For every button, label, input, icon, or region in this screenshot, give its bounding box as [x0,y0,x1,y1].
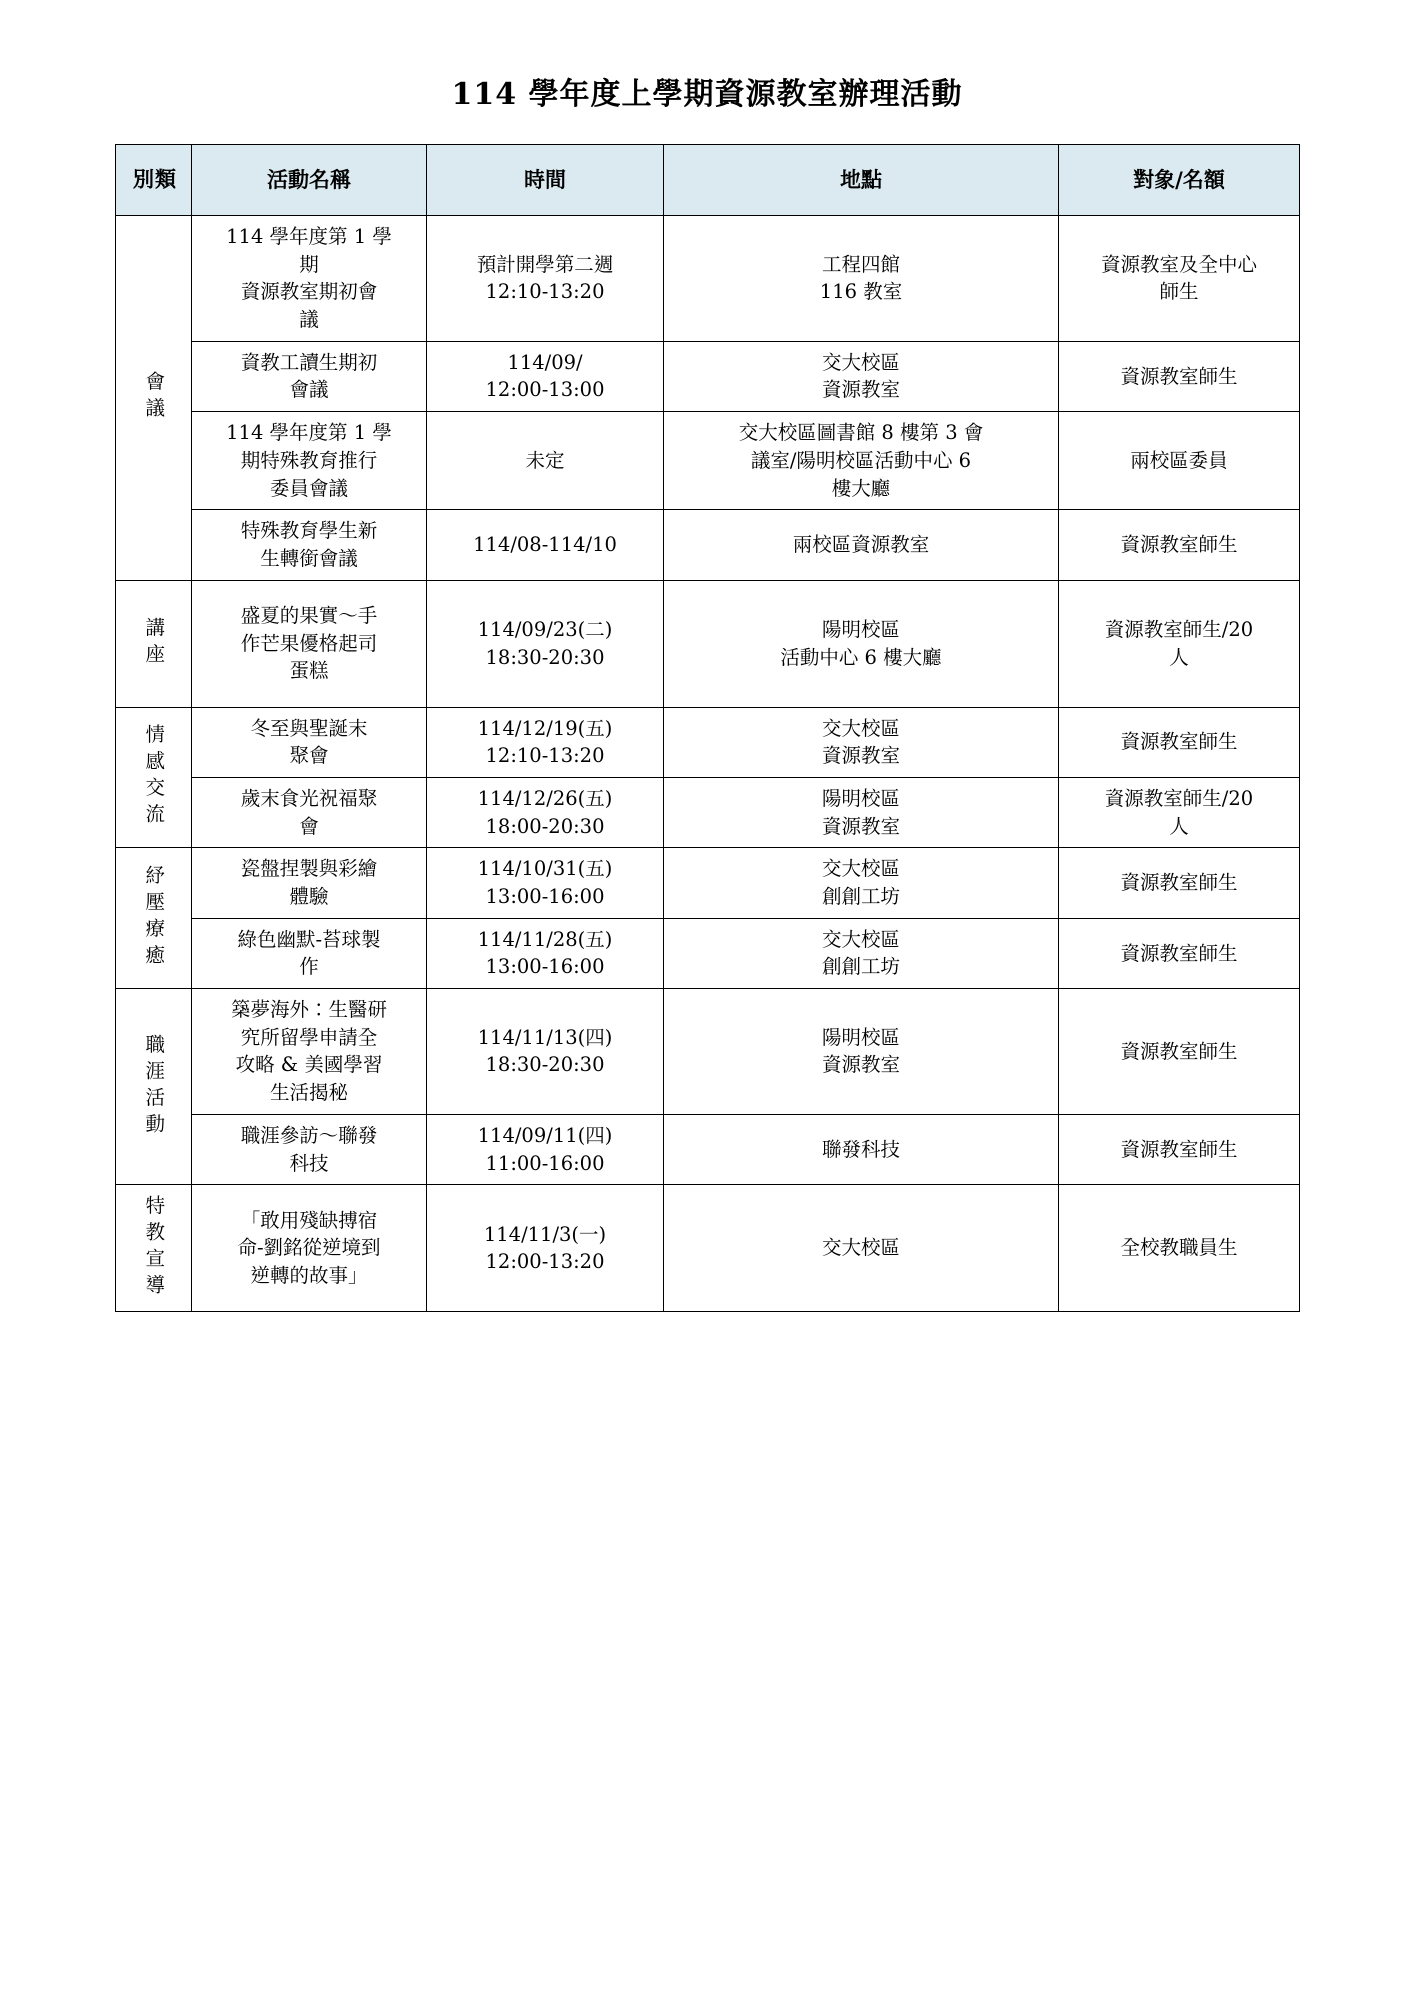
target-line: 全校教職員生 [1120,1236,1238,1260]
target [1064,1038,1294,1066]
place-cell [664,707,1059,777]
target-line: 人 [1169,645,1189,669]
activity-line: 資源教室期初會 [240,280,378,304]
activity-line: 歲末食光祝福聚 [240,786,378,810]
place [669,1024,1053,1079]
place [669,926,1053,981]
table-row [116,989,1300,1115]
column-header-target: 對象/名額 [1059,145,1300,216]
category-cell [116,989,192,1185]
target [1064,1136,1294,1164]
time-line: 預計開學第二週 [476,252,614,276]
target-line: 人 [1169,814,1189,838]
place-cell [664,1114,1059,1184]
category-label: 紓壓療癒 [142,865,166,972]
time-cell [427,1185,664,1312]
activity-cell [192,412,427,510]
place-cell [664,848,1059,918]
place [669,531,1053,559]
time-cell [427,510,664,580]
table-row [116,412,1300,510]
table-row [116,341,1300,411]
activity [197,419,421,502]
time [432,447,658,475]
place-line: 116 教室 [819,280,903,304]
place-line: 交大校區 [821,857,900,881]
activity [197,1122,421,1177]
activity-line: 會議 [289,378,329,402]
activity [197,785,421,840]
activity-line: 蛋糕 [289,659,329,683]
time [432,1024,658,1079]
time-line: 114/11/28(五) [477,927,613,951]
place-line: 交大校區圖書館 8 樓第 3 會 [738,421,984,445]
category-cell [116,1185,192,1312]
table-row [116,1114,1300,1184]
target-line: 資源教室師生/20 [1104,786,1254,810]
target-cell [1059,707,1300,777]
time-line: 114/11/13(四) [477,1025,613,1049]
target-line: 資源教室師生/20 [1104,617,1254,641]
time [432,616,658,671]
column-header-place: 地點 [664,145,1059,216]
time-line: 未定 [525,448,565,472]
place-line: 交大校區 [821,927,900,951]
place-line: 創創工坊 [821,955,900,979]
time-cell [427,777,664,847]
target-cell [1059,1114,1300,1184]
target-line: 師生 [1159,280,1199,304]
place-line: 交大校區 [821,716,900,740]
time-cell [427,216,664,342]
target [1064,251,1294,306]
time-cell [427,989,664,1115]
time-cell [427,707,664,777]
time-line: 114/09/23(二) [477,617,613,641]
activity [197,855,421,910]
time [432,1221,658,1276]
target-line: 資源教室師生 [1120,1137,1238,1161]
activity-line: 會 [299,814,319,838]
activity-cell [192,707,427,777]
table-row [116,580,1300,707]
time-line: 114/09/11(四) [477,1123,613,1147]
activity-line: 綠色幽默-苔球製 [237,927,381,951]
place-cell [664,1185,1059,1312]
target-cell [1059,580,1300,707]
target-cell [1059,918,1300,988]
place-cell [664,918,1059,988]
place [669,1234,1053,1262]
time-line: 114/09/ [507,350,583,374]
place-cell [664,989,1059,1115]
time-cell [427,848,664,918]
time-cell [427,1114,664,1184]
activity [197,223,421,334]
activity [197,602,421,685]
table-row [116,777,1300,847]
activity-cell [192,580,427,707]
time-line: 18:30-20:30 [485,1053,605,1077]
place-line: 聯發科技 [821,1137,900,1161]
activity-line: 生活揭秘 [269,1081,348,1105]
time-cell [427,580,664,707]
place [669,419,1053,502]
activity-schedule-table [115,144,1300,1312]
place-line: 資源教室 [821,744,900,768]
target-line: 資源教室師生 [1120,364,1238,388]
place-line: 陽明校區 [821,617,900,641]
place [669,251,1053,306]
target-cell [1059,1185,1300,1312]
activity-cell [192,777,427,847]
place [669,715,1053,770]
table-header [116,145,1300,216]
target-cell [1059,510,1300,580]
place-cell [664,412,1059,510]
activity-line: 攻略 & 美國學習 [235,1053,383,1077]
activity-line: 職涯參訪～聯發 [240,1123,378,1147]
table-body [116,216,1300,1312]
category-label: 職涯活動 [142,1033,166,1140]
activity [197,1207,421,1290]
place [669,1136,1053,1164]
target-line: 資源教室師生 [1120,941,1238,965]
activity-line: 科技 [289,1151,329,1175]
time-line: 12:10-13:20 [485,744,605,768]
time-line: 18:30-20:30 [485,645,605,669]
column-header-time: 時間 [427,145,664,216]
place-cell [664,341,1059,411]
activity-cell [192,1114,427,1184]
time [432,349,658,404]
place [669,855,1053,910]
time-line: 114/12/19(五) [477,716,613,740]
place-line: 交大校區 [821,1236,900,1260]
activity-cell [192,510,427,580]
target [1064,531,1294,559]
place-line: 資源教室 [821,378,900,402]
table-row [116,510,1300,580]
place [669,349,1053,404]
activity-line: 「敢用殘缺搏宿 [240,1208,378,1232]
place-cell [664,777,1059,847]
category-cell [116,848,192,989]
activity-line: 114 學年度第 1 學 [226,225,392,248]
target [1064,869,1294,897]
time-line: 114/08-114/10 [473,533,617,557]
time-cell [427,918,664,988]
place-line: 陽明校區 [821,786,900,810]
activity [197,349,421,404]
activity-cell [192,341,427,411]
activity-line: 聚會 [289,744,329,768]
activity-cell [192,918,427,988]
target-line: 資源教室師生 [1120,871,1238,895]
time-line: 12:00-13:00 [485,378,605,402]
target-cell [1059,777,1300,847]
activity-line: 生轉銜會議 [260,546,358,570]
activity-line: 特殊教育學生新 [240,519,378,543]
activity-line: 作芒果優格起司 [240,631,378,655]
activity-cell [192,848,427,918]
activity-line: 議 [299,308,319,332]
place-cell [664,216,1059,342]
category-label: 特教宣導 [142,1195,166,1302]
table-row [116,707,1300,777]
target-line: 資源教室師生 [1120,533,1238,557]
place-line: 議室/陽明校區活動中心 6 [750,448,972,472]
target-line: 資源教室師生 [1120,730,1238,754]
place-line: 工程四館 [821,252,900,276]
time [432,531,658,559]
place-line: 陽明校區 [821,1025,900,1049]
time-line: 114/11/3(一) [483,1222,607,1246]
activity-cell [192,989,427,1115]
target [1064,785,1294,840]
place-line: 資源教室 [821,1053,900,1077]
target [1064,363,1294,391]
category-cell [116,580,192,707]
time [432,926,658,981]
target [1064,616,1294,671]
target-cell [1059,412,1300,510]
target [1064,447,1294,475]
target-cell [1059,989,1300,1115]
place-line: 活動中心 6 樓大廳 [780,645,942,669]
activity [197,996,421,1107]
time-line: 13:00-16:00 [485,955,605,979]
category-cell [116,707,192,848]
page-title: 114 學年度上學期資源教室辦理活動 [451,77,963,112]
time-line: 114/12/26(五) [477,786,613,810]
schedule-table-container [115,144,1299,1312]
activity-line: 資教工讀生期初 [240,350,378,374]
time [432,1122,658,1177]
time [432,715,658,770]
place-line: 兩校區資源教室 [792,533,930,557]
time-line: 114/10/31(五) [477,857,613,881]
target [1064,940,1294,968]
table-row [116,918,1300,988]
activity [197,517,421,572]
time-line: 13:00-16:00 [485,885,605,908]
place-cell [664,580,1059,707]
table-row [116,216,1300,342]
time-line: 12:10-13:20 [485,280,605,304]
place-line: 交大校區 [821,350,900,374]
activity-line: 體驗 [289,885,329,908]
place-cell [664,510,1059,580]
activity [197,926,421,981]
time-line: 12:00-13:20 [485,1250,605,1274]
table-row [116,848,1300,918]
time-cell [427,341,664,411]
time-cell [427,412,664,510]
time-line: 11:00-16:00 [485,1151,605,1175]
column-header-activity: 活動名稱 [192,145,427,216]
activity-line: 期 [299,252,319,276]
activity-line: 作 [299,955,319,979]
category-label: 講座 [142,617,166,671]
column-header-category: 類別 [116,145,192,216]
activity-line: 築夢海外：生醫研 [230,998,387,1022]
time [432,855,658,910]
activity-line: 冬至與聖誕末 [250,716,368,740]
time [432,785,658,840]
activity-line: 委員會議 [269,476,348,500]
activity-line: 命-劉銘從逆境到 [237,1236,381,1260]
target-cell [1059,341,1300,411]
activity-line: 盛夏的果實～手 [240,604,378,628]
target-line: 兩校區委員 [1130,448,1228,472]
category-cell [116,216,192,581]
table-row [116,1185,1300,1312]
time-line: 18:00-20:30 [485,814,605,838]
place-line: 創創工坊 [821,885,900,908]
activity-line: 逆轉的故事」 [250,1264,368,1288]
target-cell [1059,216,1300,342]
target [1064,1234,1294,1262]
place-line: 資源教室 [821,814,900,838]
category-label: 情感交流 [142,724,166,831]
activity-line: 瓷盤捏製與彩繪 [240,857,378,881]
place [669,785,1053,840]
place-line: 樓大廳 [831,476,891,500]
activity-cell [192,216,427,342]
table-header-row [116,145,1300,216]
target-line: 資源教室及全中心 [1100,252,1257,276]
time [432,251,658,306]
category-label: 會議 [142,371,166,425]
activity-line: 究所留學申請全 [240,1025,378,1049]
activity-cell [192,1185,427,1312]
target-cell [1059,848,1300,918]
activity-line: 期特殊教育推行 [240,448,378,472]
target [1064,728,1294,756]
place [669,616,1053,671]
activity [197,715,421,770]
target-line: 資源教室師生 [1120,1039,1238,1063]
activity-line: 114 學年度第 1 學 [226,421,392,445]
